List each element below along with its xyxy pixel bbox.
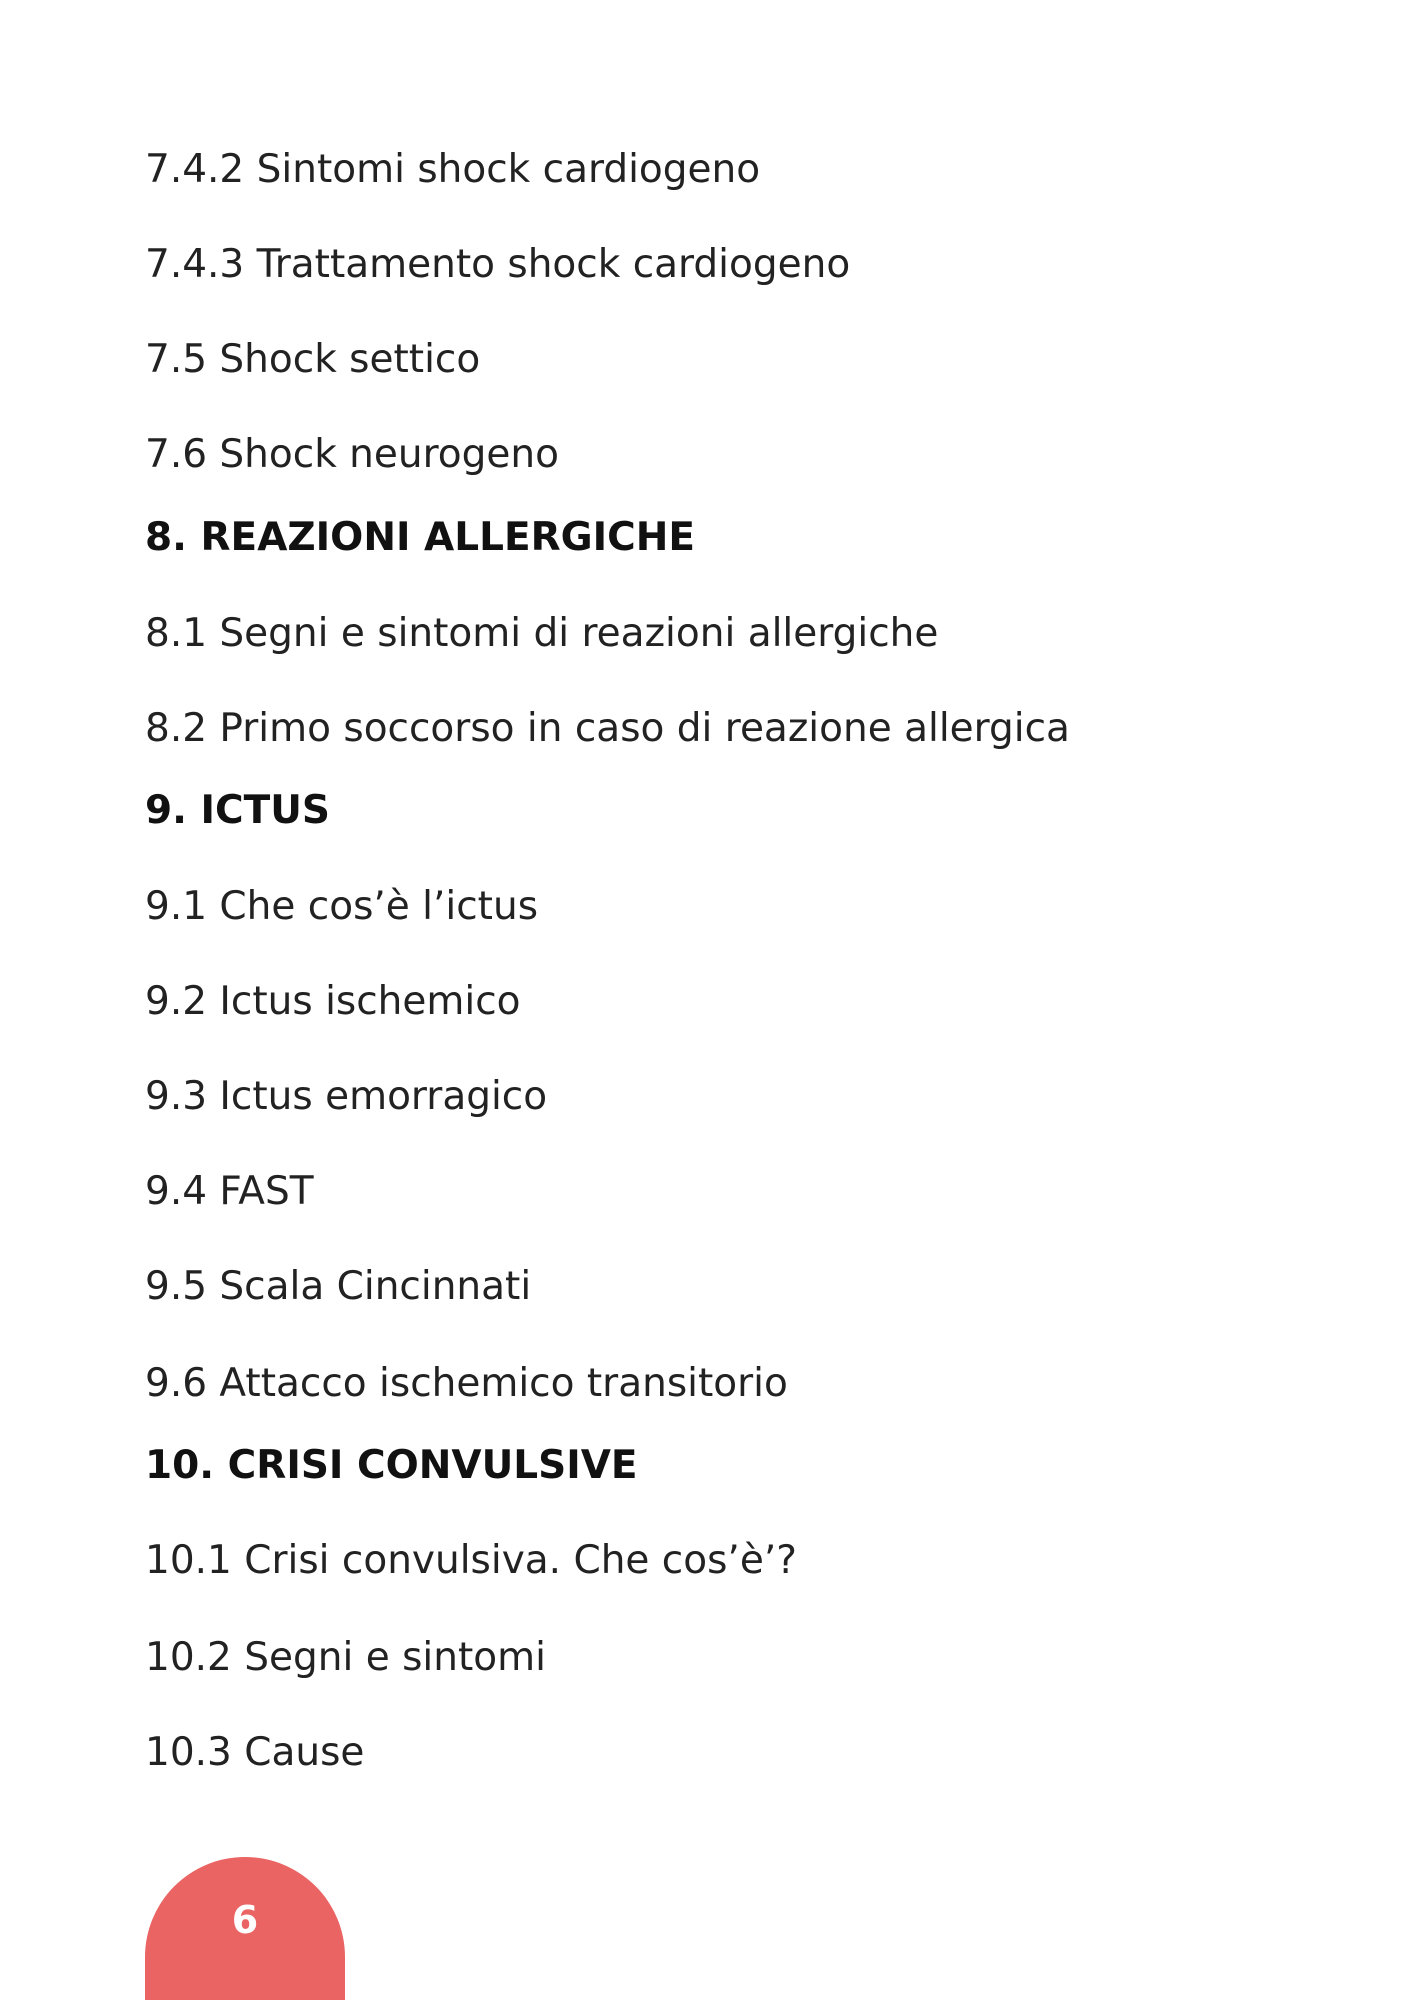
toc-entry-10-1[interactable]: 10.1 Crisi convulsiva. Che cos’è’? (145, 1538, 797, 1583)
toc-entry-8-1[interactable]: 8.1 Segni e sintomi di reazioni allergiche (145, 611, 939, 656)
toc-section-10[interactable]: 10. CRISI CONVULSIVE (145, 1443, 638, 1488)
toc-entry-7-4-3[interactable]: 7.4.3 Trattamento shock cardiogeno (145, 242, 851, 287)
toc-entry-9-1[interactable]: 9.1 Che cos’è l’ictus (145, 884, 539, 929)
toc-entry-7-6[interactable]: 7.6 Shock neurogeno (145, 432, 559, 477)
toc-entry-10-3[interactable]: 10.3 Cause (145, 1730, 365, 1775)
toc-section-9[interactable]: 9. ICTUS (145, 788, 331, 833)
toc-section-8[interactable]: 8. REAZIONI ALLERGICHE (145, 515, 696, 560)
toc-entry-9-2[interactable]: 9.2 Ictus ischemico (145, 979, 521, 1024)
toc-entry-9-6[interactable]: 9.6 Attacco ischemico transitorio (145, 1361, 788, 1406)
toc-entry-7-5[interactable]: 7.5 Shock settico (145, 337, 481, 382)
toc-entry-7-4-2[interactable]: 7.4.2 Sintomi shock cardiogeno (145, 147, 761, 192)
toc-entry-9-5[interactable]: 9.5 Scala Cincinnati (145, 1264, 532, 1309)
toc-entry-9-4[interactable]: 9.4 FAST (145, 1169, 314, 1214)
page-number: 6 (231, 1898, 259, 1942)
toc-entry-8-2[interactable]: 8.2 Primo soccorso in caso di reazione allergica (145, 706, 1070, 751)
toc-entry-9-3[interactable]: 9.3 Ictus emorragico (145, 1074, 548, 1119)
toc-entry-10-2[interactable]: 10.2 Segni e sintomi (145, 1635, 546, 1680)
